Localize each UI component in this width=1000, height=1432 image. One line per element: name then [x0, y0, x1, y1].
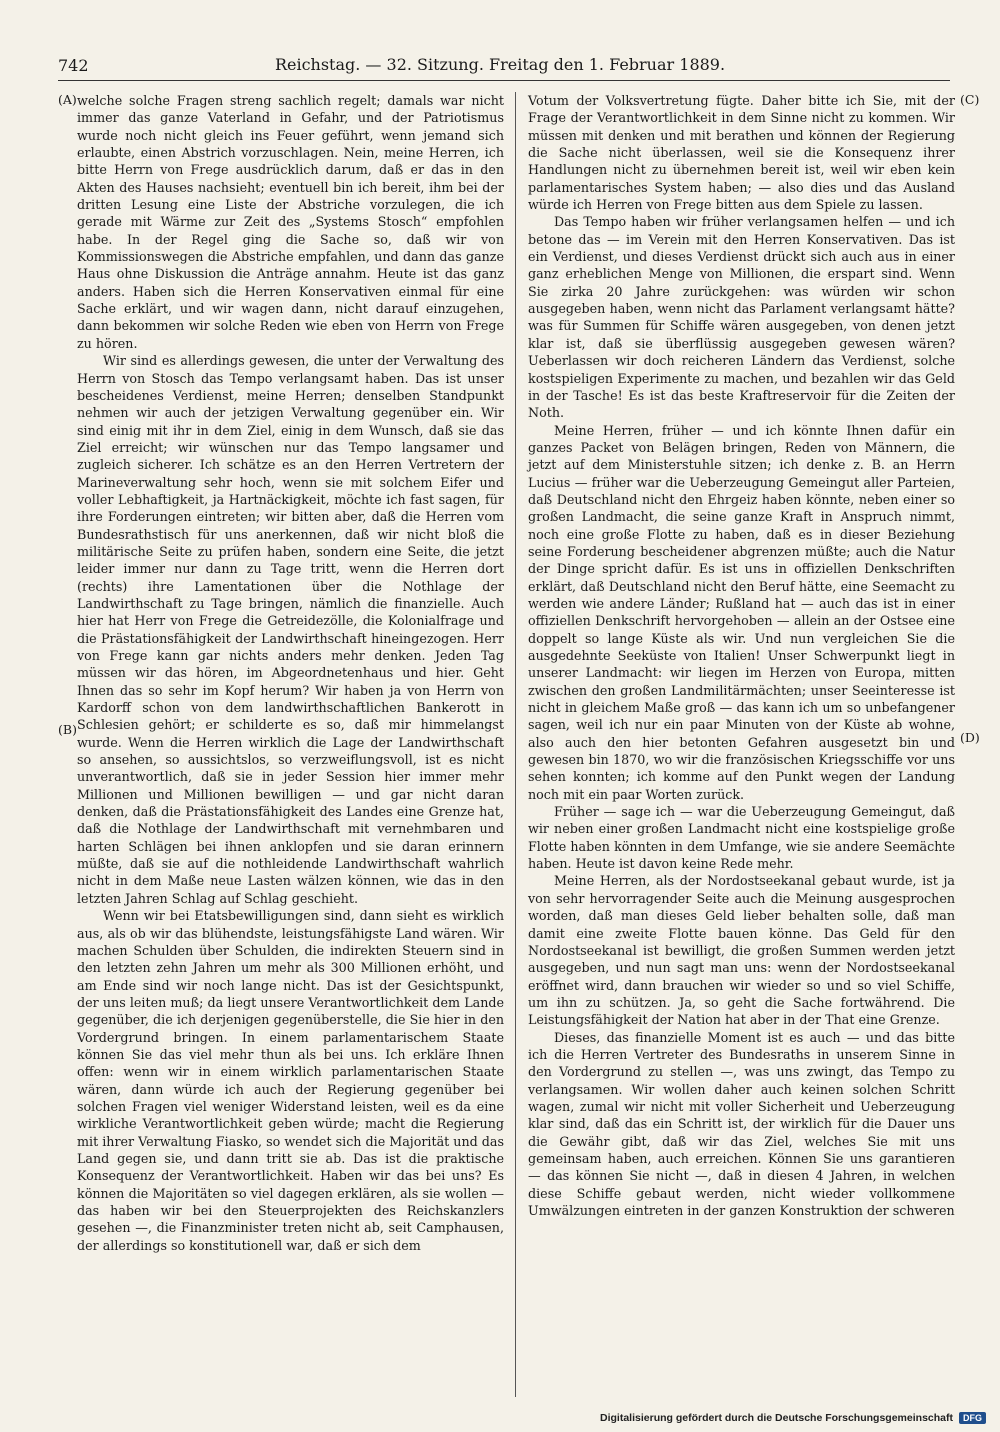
left-column: [77, 92, 504, 1254]
paragraph: welche solche Fragen streng sachlich regelt; damals war nicht immer das ganze Vaterland in Gefahr, und der Patriotismus wurde noch nicht gleich ins Feuer geführt, wenn jemand sich erlaubte, einen Abstrich vorzuschlagen. Nein, meine Herren, ich bitte Herrn von Frege ausdrücklich darum, daß er das in den Akten des Hauses nachsieht; eventuell bin ich bereit, ihm bei der dritten Lesung eine Liste der Abstriche vorzulegen, die ich gerade mit Wärme zur Zeit des „Systems Stosch“ empfohlen habe. In der Regel ging die Sache so, daß wir von Kommissionswegen die Abstriche empfahlen, und dann das ganze Haus ohne Diskussion die Anträge annahm. Heute ist das ganz anders. Haben sich die Herren Konservativen einmal für eine Sache erklärt, und wir wagen dann, nicht darauf einzugehen, dann bekommen wir solche Reden wie eben von Herrn von Frege zu hören.: [77, 93, 504, 351]
paragraph: Wir sind es allerdings gewesen, die unter der Verwaltung des Herrn von Stosch das Tempo verlangsamt haben. Das ist unser bescheidenes Verdienst, meine Herren; denselben Standpunkt nehmen wir auch der jetzigen Verwaltung gegenüber ein. Wir sind einig mit ihr in dem Ziel, einig in dem Wunsch, daß sie das Ziel erreicht; wir wünschen nur das Tempo langsamer und zugleich sicherer. Ich schätze es an den Herren Vertretern der Marineverwaltung sehr hoch, wenn sie mit solchem Eifer und voller Lebhaftigkeit, ja Hartnäckigkeit, möchte ich fast sagen, für ihre Forderungen eintreten; wir bitten aber, daß die Herren vom Bundesrathstisch für uns anerkennen, daß wir nicht bloß die militärische Seite zu prüfen haben, sondern eine Seite, die jetzt leider immer nur dann zu Tage tritt, wenn die Herren dort (rechts) ihre Lamentationen über die Nothlage der Landwirthschaft zu Tage bringen, nämlich die finanzielle. Auch hier hat Herr von Frege die Getreidezölle, die Kolonialfrage und die Prästationsfähigkeit der Landwirthschaft hineingezogen. Herr von Frege kann gar nichts anders mehr denken. Jeden Tag müssen wir das hören, im Abgeordnetenhaus und hier. Geht Ihnen das so sehr im Kopf herum? Wir haben ja von Herrn von Kardorff schon von dem landwirthschaftlichen Bankerott in Schlesien gehört; er schilderte es so, daß mir himmelangst wurde. Wenn die Herren wirklich die Lage der Landwirthschaft so ansehen, so aussichtslos, so verzweiflungsvoll, ist es nicht unverantwortlich, daß sie in jeder Session hier immer mehr Millionen und Millionen bewilligen — und gar nicht daran denken, daß die Prästationsfähigkeit des Landes eine Grenze hat, daß die Nothlage der Landwirthschaft mit vernehmbaren und harten Schlägen bei ihnen anklopfen und sie daran erinnern müßte, daß sie auf die nothleidende Landwirthschaft wahrlich nicht in dem Maße neue Lasten wälzen können, wie das in den letzten Jahren Schlag auf Schlag geschieht.: [77, 353, 504, 906]
paragraph: Wenn wir bei Etatsbewilligungen sind, dann sieht es wirklich aus, als ob wir das blühendste, leistungsfähigste Land wären. Wir machen Schulden über Schulden, die indirekten Steuern sind in den letzten zehn Jahren um mehr als 300 Millionen erhöht, und am Ende sind wir noch lange nicht. Das ist der Gesichtspunkt, der uns leiten muß; da liegt unsere Verantwortlichkeit dem Lande gegenüber, die ich derjenigen gegenüberstelle, die Sie hier in den Vordergrund bringen. In einem parlamentarischem Staate können Sie das viel mehr thun als bei uns. Ich erkläre Ihnen offen: wenn wir in einem wirklich parlamentarischen Staate wären, dann würde ich auch der Regierung gegenüber bei solchen Fragen viel weniger Widerstand leisten, weil es da eine wirkliche Verantwortlichkeit geben würde; macht die Regierung mit ihrer Verwaltung Fiasko, so wendet sich die Majorität und das Land gegen sie, und dann tritt sie ab. Das ist die praktische Konsequenz der Verantwortlichkeit. Haben wir das bei uns? Es können die Majoritäten so viel dagegen erklären, als sie wollen — das haben wir bei den Steuerprojekten des Reichskanzlers gesehen —, die Finanzminister treten nicht ab, seit Camphausen, der allerdings so konstitutionell war, daß er sich dem: [77, 908, 504, 1253]
paragraph: Votum der Volksvertretung fügte. Daher bitte ich Sie, mit der Frage der Verantwortlichkeit in dem Sinne nicht zu kommen. Wir müssen mit denken und mit berathen und können der Regierung die Sache nicht überlassen, weil sie die Konsequenz ihrer Handlungen nicht zu übernehmen bereit ist, weil wir eben kein parlamentarisches System haben; — also dies und das Ausland würde ich Herren von Frege bitten aus dem Spiele zu lassen.: [528, 93, 955, 213]
page-header-title: Reichstag. — 32. Sitzung. Freitag den 1. Februar 1889.: [274, 55, 726, 74]
paragraph: Früher — sage ich — war die Ueberzeugung Gemeingut, daß wir neben einer großen Landmacht nicht eine kostspielige große Flotte haben könnten in dem Umfange, wie sie andere Seemächte haben. Heute ist davon keine Rede mehr.: [528, 804, 955, 872]
column-divider: [515, 92, 516, 1397]
digitization-credit: [600, 1412, 986, 1424]
paragraph: Dieses, das finanzielle Moment ist es auch — und das bitte ich die Herren Vertreter des Bundesraths in unserem Sinne in den Vordergrund zu stellen —, was uns zwingt, das Tempo zu verlangsamen. Wir wollen daher auch keinen solchen Schritt wagen, zumal wir nicht mit voller Sicherheit und Ueberzeugung klar sind, daß das ein Schritt ist, der wirklich für die Dauer uns die Gewähr gibt, daß wir das Ziel, welches Sie mit uns gemeinsam haben, auch erreichen. Können Sie uns garantieren — das können Sie nicht —, daß in diesen 4 Jahren, in welchen diese Schiffe gebaut werden, nicht wieder vollkommene Umwälzungen eintreten in der ganzen Konstruktion der schweren: [528, 1029, 955, 1218]
dfg-logo: DFG: [959, 1412, 986, 1424]
page-number: 742: [58, 56, 89, 75]
margin-marker-d: (D): [960, 730, 980, 745]
header-rule: [58, 80, 950, 81]
paragraph: Das Tempo haben wir früher verlangsamen helfen — und ich betone das — im Verein mit den Herren Konservativen. Das ist ein Verdienst, und dieses Verdienst drückt sich auch aus in einer ganz erheblichen Menge von Millionen, die erspart sind. Wenn Sie zirka 20 Jahre zurückgehen: was würden wir schon ausgegeben haben, wenn nicht das Parlament verlangsamt hätte? was für Summen für Schiffe wären ausgegeben, von denen jetzt klar ist, daß sie überflüssig ausgegeben gewesen wären? Ueberlassen wir doch reicheren Ländern das Verdienst, solche kostspieligen Experimente zu machen, und bezahlen wir das Geld in der Tasche! Es ist das beste Kraftreservoir für die Zeiten der Noth.: [528, 214, 955, 421]
right-column: [528, 92, 955, 1219]
paragraph: Meine Herren, früher — und ich könnte Ihnen dafür ein ganzes Packet von Belägen bringen, Reden von Männern, die jetzt auf dem Ministerstuhle sitzen; ich denke z. B. an Herrn Lucius — früher war die Ueberzeugung Gemeingut aller Parteien, daß Deutschland nicht den Ehrgeiz haben könnte, neben einer so großen Landmacht, die seine ganze Kraft in Anspruch nimmt, noch eine große Flotte zu haben, daß es in dieser Beziehung seine Forderung bescheidener abgrenzen müßte; auch die Natur der Dinge spricht dafür. Es ist uns in offiziellen Denkschriften erklärt, daß Deutschland nicht den Beruf hätte, eine Seemacht zu werden wie andere Länder; Rußland hat — auch das ist in einer offiziellen Denkschrift hervorgehoben — allein an der Ostsee eine doppelt so lange Küste als wir. Und nun vergleichen Sie die ausgedehnte Seeküste von Italien! Unser Schwerpunkt liegt in unserer Landmacht: wir liegen im Herzen von Europa, mitten zwischen den großen Landmilitärmächten; unser Seeinteresse ist nicht in gleichem Maße groß — das kann ich um so unbefangener sagen, weil ich nur ein paar Minuten von der Küste ab wohne, also auch den hier betonten Gefahren ausgesetzt bin und gewesen bin 1870, wo wir die französischen Kriegsschiffe vor uns sehen konnten; ich komme auf den Punkt wegen der Landung noch mit ein paar Worten zurück.: [528, 422, 955, 802]
margin-marker-a: (A): [58, 92, 77, 107]
credit-text: Digitalisierung gefördert durch die Deutsche Forschungsgemeinschaft: [600, 1412, 953, 1424]
margin-marker-b: (B): [58, 722, 77, 737]
paragraph: Meine Herren, als der Nordostseekanal gebaut wurde, ist ja von sehr hervorragender Seite auch die Meinung ausgesprochen worden, daß man dieses Geld lieber behalten solle, daß man damit eine zweite Flotte bauen könne. Das Geld für den Nordostseekanal ist bewilligt, die großen Summen werden jetzt ausgegeben, und nun sagt man uns: wenn der Nordostseekanal eröffnet wird, dann brauchen wir wieder so und so viel Schiffe, um ihn zu schützen. Ja, so geht die Sache fortwährend. Die Leistungsfähigkeit der Nation hat aber in der That eine Grenze.: [528, 873, 955, 1028]
margin-marker-c: (C): [960, 92, 980, 107]
